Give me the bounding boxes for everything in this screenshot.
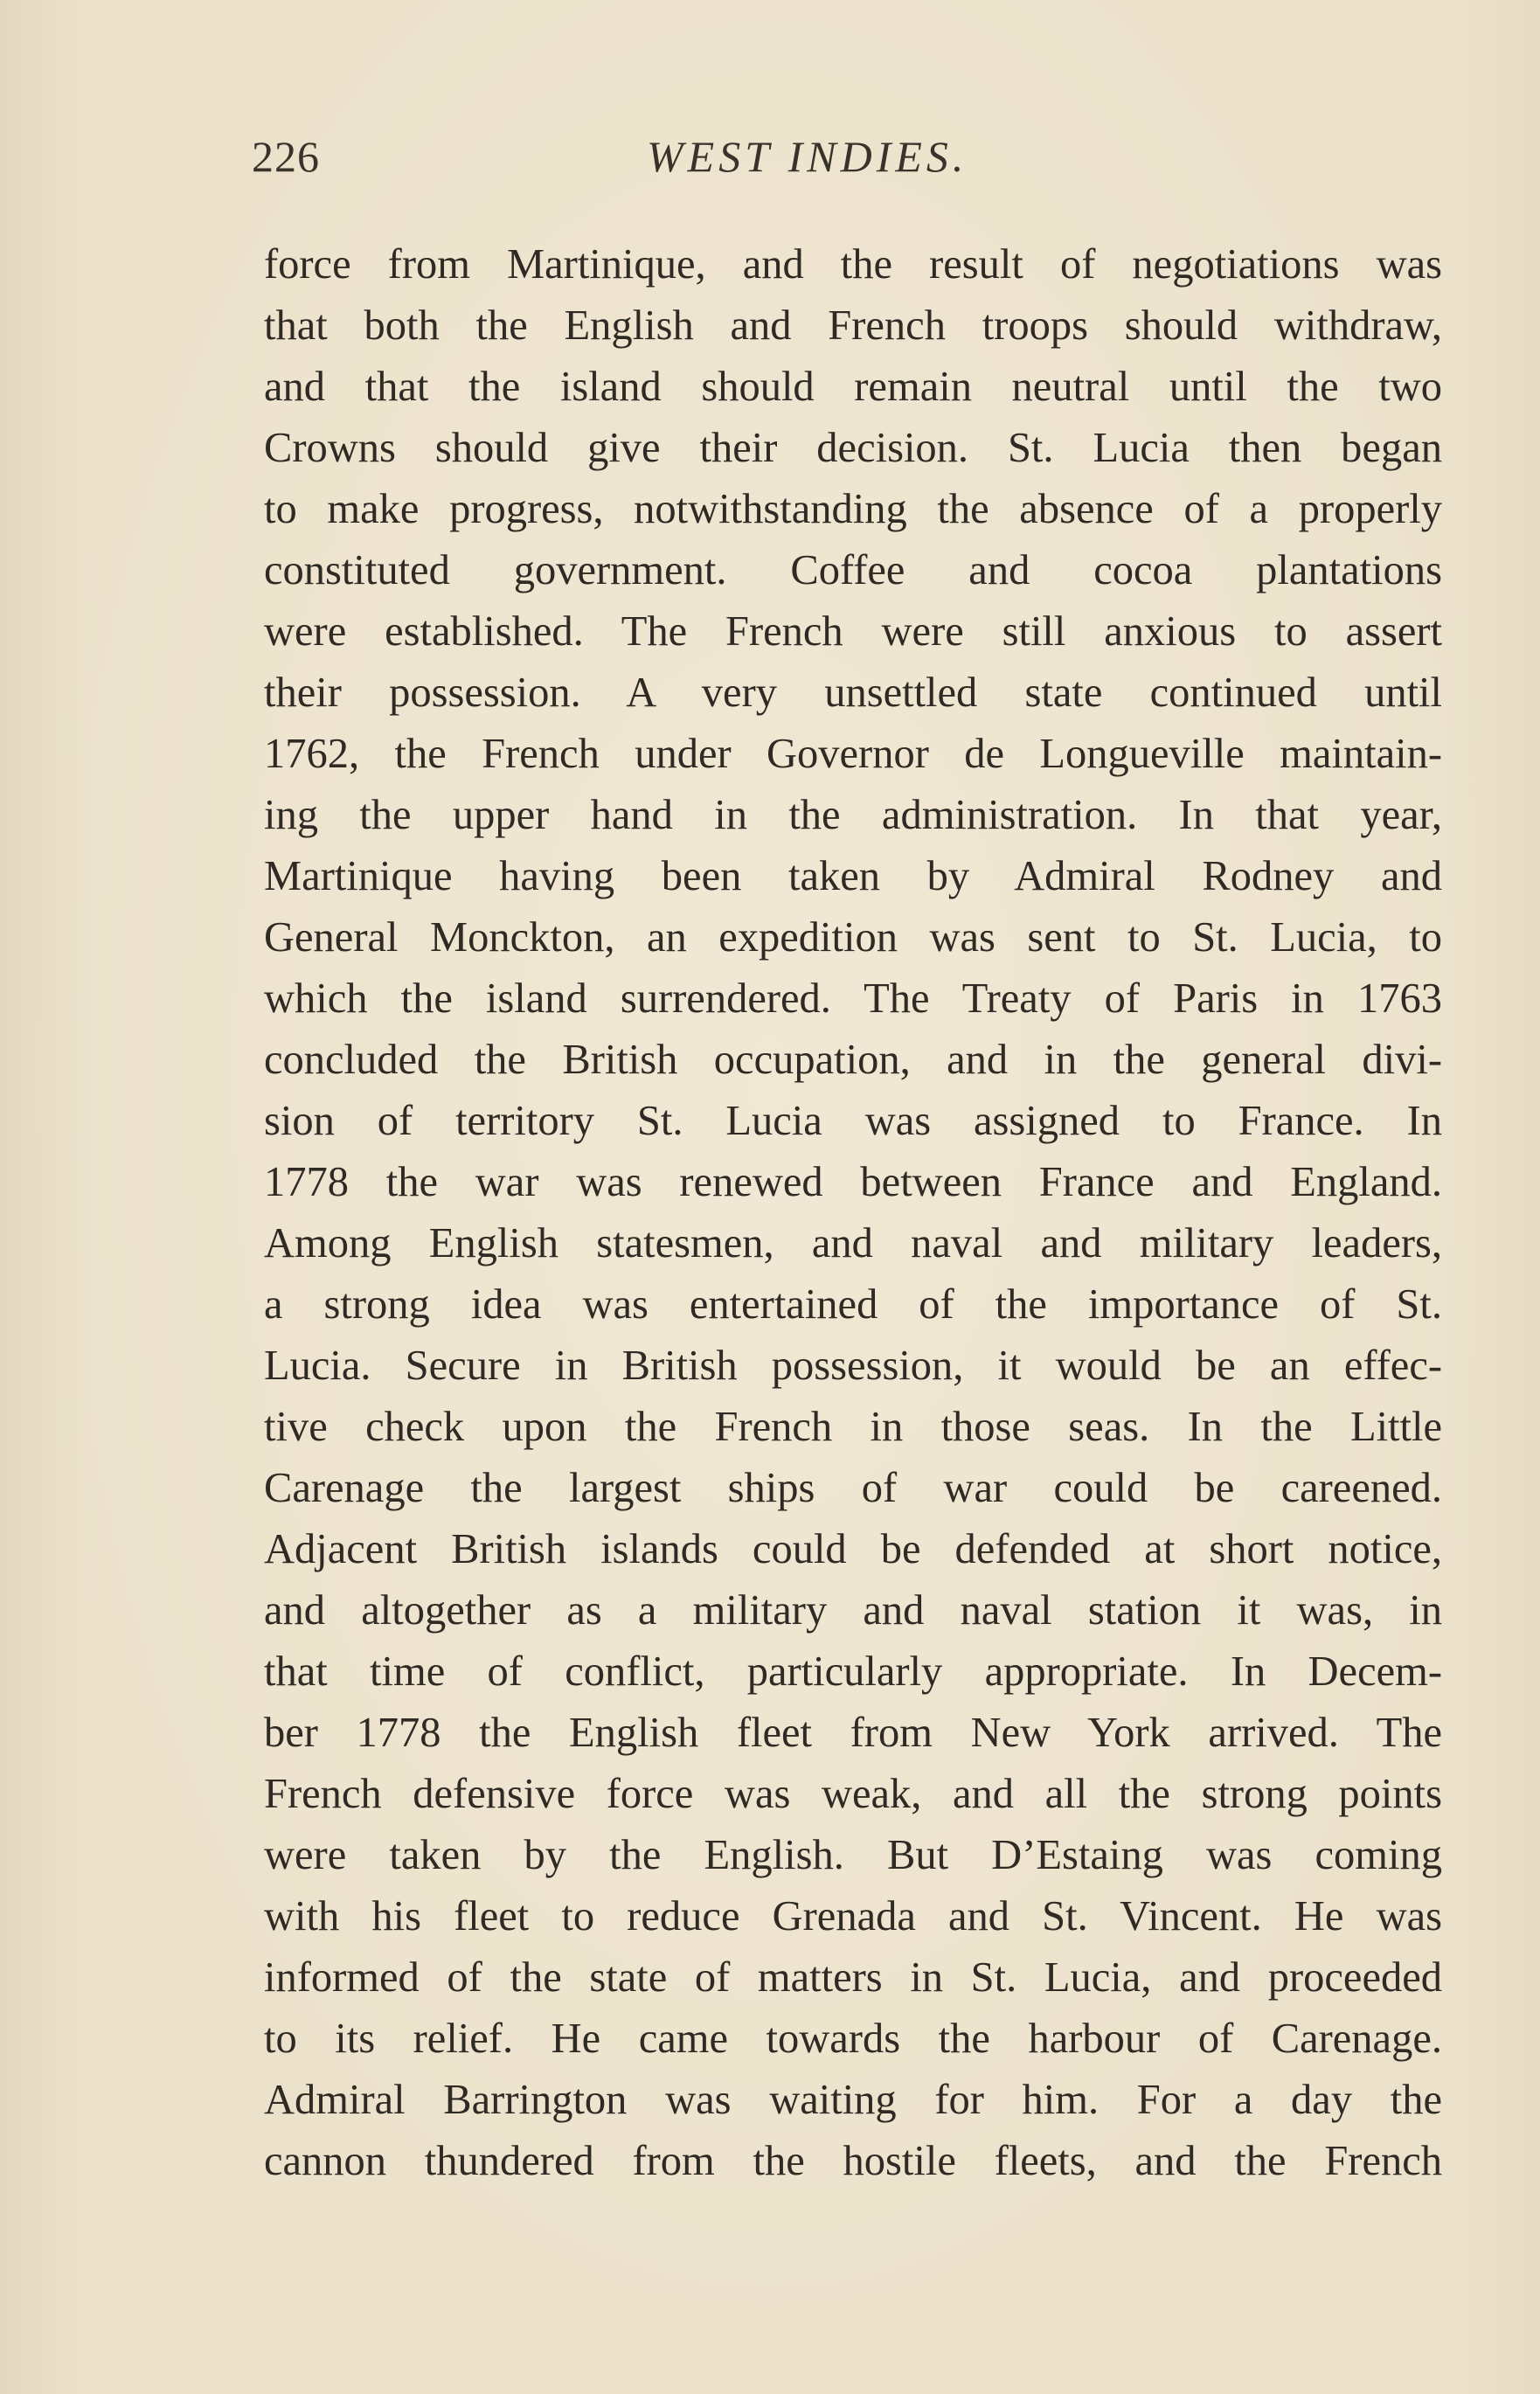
text-line-14: concluded the British occupation, and in the general divi- (264, 1037, 1442, 1083)
text-line-26: French defensive force was weak, and all the strong points (264, 1771, 1442, 1817)
text-line-2: that both the English and French troops should withdraw, (264, 302, 1442, 349)
text-line-11: Martinique having been taken by Admiral Rodney and (264, 853, 1442, 899)
running-head (252, 131, 1440, 192)
text-line-21: Carenage the largest ships of war could be careened. (264, 1465, 1442, 1511)
text-line-1: force from Martinique, and the result of negotiations was (264, 241, 1442, 288)
running-title: WEST INDIES. (647, 132, 968, 181)
text-line-25: ber 1778 the English fleet from New York arrived. The (264, 1710, 1442, 1756)
text-line-6: constituted government. Coffee and cocoa plantations (264, 547, 1442, 593)
body-text (264, 234, 1442, 2192)
text-line-28: with his fleet to reduce Grenada and St. Vincent. He was (264, 1893, 1442, 1939)
text-line-8: their possession. A very unsettled state continued until (264, 670, 1442, 716)
text-line-9: 1762, the French under Governor de Longueville maintain- (264, 731, 1442, 777)
text-line-16: 1778 the war was renewed between France and England. (264, 1159, 1442, 1205)
text-line-10: ing the upper hand in the administration. In that year, (264, 792, 1442, 838)
text-line-30: to its relief. He came towards the harbour of Carenage. (264, 2016, 1442, 2062)
text-line-18: a strong idea was entertained of the importance of St. (264, 1281, 1442, 1328)
text-line-27: were taken by the English. But D’Estaing was coming (264, 1832, 1442, 1878)
text-line-12: General Monckton, an expedition was sent to St. Lucia, to (264, 914, 1442, 961)
text-line-19: Lucia. Secure in British possession, it would be an effec- (264, 1343, 1442, 1389)
text-line-3: and that the island should remain neutral until the two (264, 364, 1442, 410)
text-line-13: which the island surrendered. The Treaty of Paris in 1763 (264, 975, 1442, 1022)
page-number: 226 (252, 132, 320, 181)
text-line-15: sion of territory St. Lucia was assigned to France. In (264, 1098, 1442, 1144)
text-line-29: informed of the state of matters in St. Lucia, and proceeded (264, 1954, 1442, 2001)
text-line-32: cannon thundered from the hostile fleets, and the French (264, 2138, 1442, 2184)
text-line-4: Crowns should give their decision. St. Lucia then began (264, 425, 1442, 471)
text-line-31: Admiral Barrington was waiting for him. For a day the (264, 2077, 1442, 2123)
text-line-5: to make progress, notwithstanding the absence of a properly (264, 486, 1442, 532)
text-line-22: Adjacent British islands could be defended at short notice, (264, 1526, 1442, 1572)
text-line-24: that time of conflict, particularly appropriate. In Decem- (264, 1648, 1442, 1695)
text-line-7: were established. The French were still anxious to assert (264, 608, 1442, 655)
text-line-20: tive check upon the French in those seas. In the Little (264, 1404, 1442, 1450)
text-line-17: Among English statesmen, and naval and military leaders, (264, 1220, 1442, 1266)
text-line-23: and altogether as a military and naval station it was, in (264, 1587, 1442, 1634)
